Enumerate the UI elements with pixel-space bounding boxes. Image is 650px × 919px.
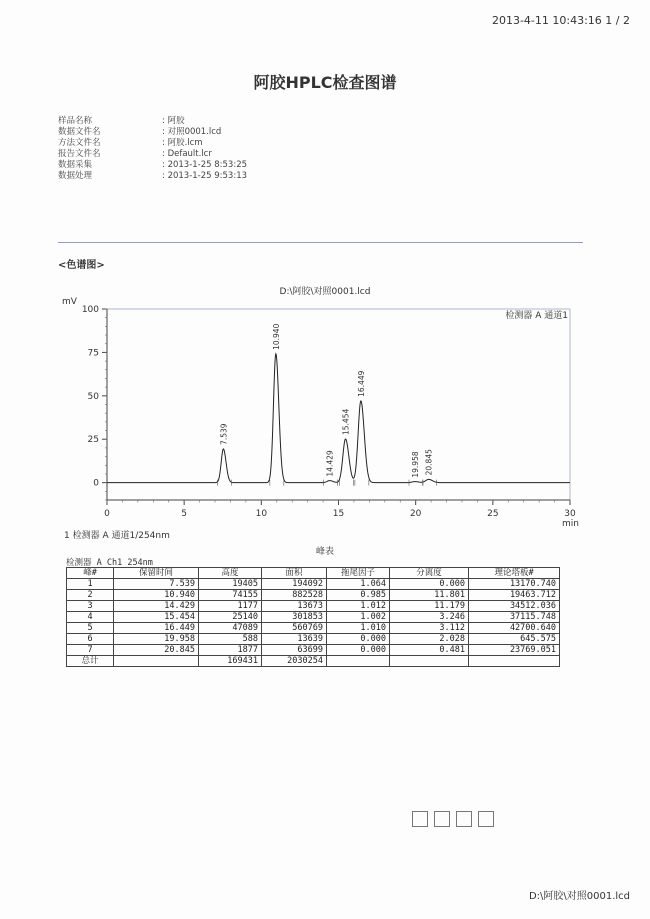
- col-peak-no: 峰#: [67, 568, 114, 579]
- table-cell: 7: [67, 645, 114, 656]
- report-title: 阿胶HPLC检查图谱: [253, 73, 397, 92]
- x-tick-label: 15: [332, 509, 345, 519]
- table-cell: 13673: [262, 601, 327, 612]
- table-cell: [469, 656, 560, 667]
- x-tick-label: 0: [104, 509, 110, 519]
- table-cell: 1.002: [327, 612, 390, 623]
- table-cell: 37115.748: [469, 612, 560, 623]
- chart-legend: 1 检测器 A 通道1/254nm: [64, 531, 170, 541]
- table-cell: 0.985: [327, 590, 390, 601]
- x-tick-label: 20: [409, 509, 422, 519]
- y-tick-label: 100: [81, 305, 99, 315]
- meta-value: : Default.lcr: [162, 149, 212, 159]
- meta-value: : 2013-1-25 9:53:13: [162, 171, 248, 181]
- table-row: [67, 612, 560, 623]
- table-cell: [390, 656, 469, 667]
- meta-value: : 2013-1-25 8:53:25: [162, 160, 248, 170]
- table-cell: 4: [67, 612, 114, 623]
- table-cell: 301853: [262, 612, 327, 623]
- blank-stamp-boxes: [412, 811, 494, 827]
- table-cell: 3: [67, 601, 114, 612]
- table-cell: 15.454: [114, 612, 199, 623]
- table-cell: 25140: [199, 612, 262, 623]
- col-tailing: 拖尾因子: [327, 568, 390, 579]
- table-cell: 74155: [199, 590, 262, 601]
- report-timestamp: 2013-4-11 10:43:16 1 / 2: [491, 14, 630, 27]
- table-cell: 34512.036: [469, 601, 560, 612]
- col-resolution: 分离度: [390, 568, 469, 579]
- table-row: [67, 623, 560, 634]
- table-cell: 1877: [199, 645, 262, 656]
- table-row: [67, 601, 560, 612]
- table-cell: 194092: [262, 579, 327, 590]
- peak-rt-label: 20.845: [424, 449, 434, 476]
- table-cell: 1177: [199, 601, 262, 612]
- meta-label: 样品名称: [58, 116, 93, 126]
- table-cell: 3.112: [390, 623, 469, 634]
- table-cell: 11.801: [390, 590, 469, 601]
- table-cell: 总计: [67, 656, 114, 667]
- table-cell: 2: [67, 590, 114, 601]
- detector-label: 检测器 A 通道1: [505, 311, 568, 321]
- col-area: 面积: [262, 568, 327, 579]
- table-cell: 0.000: [390, 579, 469, 590]
- table-cell: 3.246: [390, 612, 469, 623]
- table-cell: 47089: [199, 623, 262, 634]
- col-retention-time: 保留时间: [114, 568, 199, 579]
- peak-rt-label: 7.539: [219, 423, 229, 445]
- meta-label: 报告文件名: [58, 149, 101, 159]
- plot-frame: [107, 309, 570, 500]
- meta-value: : 阿胶: [162, 116, 185, 126]
- table-row: [67, 579, 560, 590]
- footer-file-path: D:\阿胶\对照0001.lcd: [528, 891, 630, 902]
- peak-rt-label: 16.449: [356, 370, 366, 397]
- meta-label: 数据处理: [58, 171, 93, 181]
- peak-rt-label: 14.429: [325, 450, 335, 477]
- peak-rt-label: 15.454: [341, 408, 351, 435]
- table-cell: 1.010: [327, 623, 390, 634]
- table-cell: 882528: [262, 590, 327, 601]
- peak-rt-label: 19.958: [411, 451, 421, 478]
- table-cell: 19405: [199, 579, 262, 590]
- table-cell: [114, 656, 199, 667]
- table-row: [67, 645, 560, 656]
- peak-table: [66, 567, 560, 667]
- table-cell: 588: [199, 634, 262, 645]
- table-cell: 560769: [262, 623, 327, 634]
- meta-label: 数据采集: [58, 160, 93, 170]
- table-cell: 2030254: [262, 656, 327, 667]
- table-cell: 6: [67, 634, 114, 645]
- y-axis-label: mV: [62, 297, 77, 307]
- peak-table-title: 峰表: [315, 547, 334, 557]
- x-tick-label: 30: [564, 509, 576, 519]
- table-cell: 19463.712: [469, 590, 560, 601]
- stamp-box: [434, 811, 450, 827]
- table-row: [67, 634, 560, 645]
- y-tick-label: 75: [87, 348, 99, 359]
- y-tick-label: 25: [87, 435, 99, 446]
- table-cell: 42700.640: [469, 623, 560, 634]
- table-cell: 20.845: [114, 645, 199, 656]
- table-cell: 1.012: [327, 601, 390, 612]
- table-cell: 16.449: [114, 623, 199, 634]
- peak-table-caption: 检测器 A Ch1 254nm: [66, 558, 153, 568]
- table-cell: 0.000: [327, 645, 390, 656]
- table-cell: 0.481: [390, 645, 469, 656]
- table-cell: 14.429: [114, 601, 199, 612]
- table-cell: [327, 656, 390, 667]
- y-tick-label: 50: [87, 391, 99, 402]
- table-cell: 5: [67, 623, 114, 634]
- table-cell: 645.575: [469, 634, 560, 645]
- table-cell: 1: [67, 579, 114, 590]
- table-total-row: [67, 656, 560, 667]
- table-cell: 169431: [199, 656, 262, 667]
- table-cell: 13170.740: [469, 579, 560, 590]
- table-cell: 11.179: [390, 601, 469, 612]
- table-cell: 63699: [262, 645, 327, 656]
- table-cell: 13639: [262, 634, 327, 645]
- table-cell: 19.958: [114, 634, 199, 645]
- x-tick-label: 10: [255, 509, 268, 519]
- x-tick-label: 5: [181, 509, 188, 519]
- peak-rt-label: 10.940: [271, 323, 281, 350]
- stamp-box: [478, 811, 494, 827]
- table-cell: 2.028: [390, 634, 469, 645]
- table-cell: 1.064: [327, 579, 390, 590]
- peak-table-header: [67, 568, 560, 579]
- table-cell: 7.539: [114, 579, 199, 590]
- table-cell: 23769.051: [469, 645, 560, 656]
- stamp-box: [456, 811, 472, 827]
- table-row: [67, 590, 560, 601]
- stamp-box: [412, 811, 428, 827]
- table-cell: 0.000: [327, 634, 390, 645]
- chart-title: D:\阿胶\对照0001.lcd: [279, 287, 371, 297]
- meta-label: 方法文件名: [58, 138, 101, 148]
- chromatogram-trace: [107, 354, 570, 483]
- col-plates: 理论塔板#: [469, 568, 560, 579]
- x-axis-label: min: [562, 519, 579, 529]
- table-cell: 10.940: [114, 590, 199, 601]
- col-height: 高度: [199, 568, 262, 579]
- meta-label: 数据文件名: [58, 127, 101, 137]
- x-tick-label: 25: [487, 509, 499, 519]
- meta-value: : 阿胶.lcm: [162, 138, 203, 148]
- y-tick-label: 0: [93, 478, 99, 489]
- meta-value: : 对照0001.lcd: [162, 127, 222, 137]
- chromatogram-section-label: <色谱图>: [58, 260, 105, 271]
